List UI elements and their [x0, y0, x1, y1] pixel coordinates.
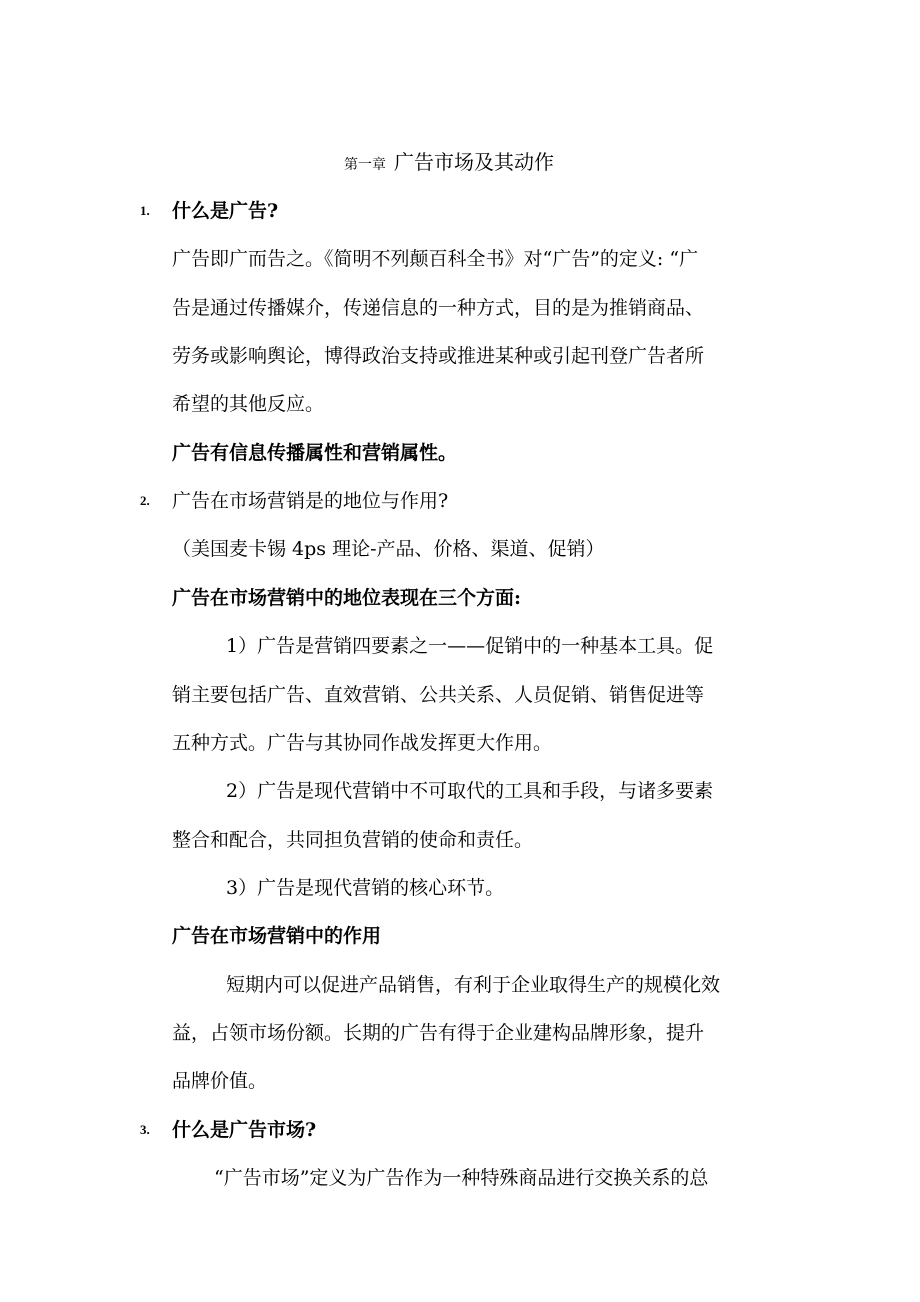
section-1-emphasis: 广告有信息传播属性和营销属性。	[172, 442, 458, 464]
section-1-paragraph-line: 劳务或影响舆论，博得政治支持或推进某种或引起刊登广告者所	[172, 345, 705, 367]
point-3-line: 3）广告是现代营销的核心环节。	[226, 877, 505, 899]
section-3-number: 3.	[140, 1122, 150, 1137]
section-2-subheading-position: 广告在市场营销中的地位表现在三个方面:	[172, 587, 522, 609]
chapter-name: 广告市场及其动作	[394, 150, 554, 174]
effect-line: 短期内可以促进产品销售，有利于企业取得生产的规模化效	[226, 974, 721, 996]
effect-line: 益，占领市场份额。长期的广告有得于企业建构品牌形象，提升	[172, 1022, 705, 1044]
chapter-prefix: 第一章	[344, 157, 386, 173]
effect-line: 品牌价值。	[172, 1070, 268, 1092]
section-3-heading: 什么是广告市场?	[172, 1119, 317, 1141]
section-2-note: （美国麦卡锡 4ps 理论-产品、价格、渠道、促销）	[172, 538, 605, 560]
point-1-line: 销主要包括广告、直效营销、公共关系、人员促销、销售促进等	[172, 684, 705, 706]
section-1-paragraph-line: 告是通过传播媒介，传递信息的一种方式，目的是为推销商品、	[172, 297, 705, 319]
section-3-paragraph-line: “广告市场”定义为广告作为一种特殊商品进行交换关系的总	[214, 1167, 709, 1189]
section-1-paragraph-line: 希望的其他反应。	[172, 393, 325, 415]
section-1-paragraph-line: 广告即广而告之。《简明不列颠百科全书》对“广告”的定义: “广	[172, 248, 699, 270]
section-2-number: 2.	[140, 493, 150, 508]
section-1-number: 1.	[140, 203, 150, 218]
section-2-subheading-effect: 广告在市场营销中的作用	[172, 925, 382, 947]
point-2-line: 整合和配合，共同担负营销的使命和责任。	[172, 829, 534, 851]
chapter-title	[344, 150, 554, 177]
section-1-heading: 什么是广告?	[172, 200, 279, 222]
point-1-line: 五种方式。广告与其协同作战发挥更大作用。	[172, 732, 553, 754]
point-2-line: 2）广告是现代营销中不可取代的工具和手段，与诸多要素	[226, 780, 714, 802]
section-2-heading: 广告在市场营销是的地位与作用?	[172, 490, 449, 512]
point-1-line: 1）广告是营销四要素之一——促销中的一种基本工具。促	[226, 635, 714, 657]
